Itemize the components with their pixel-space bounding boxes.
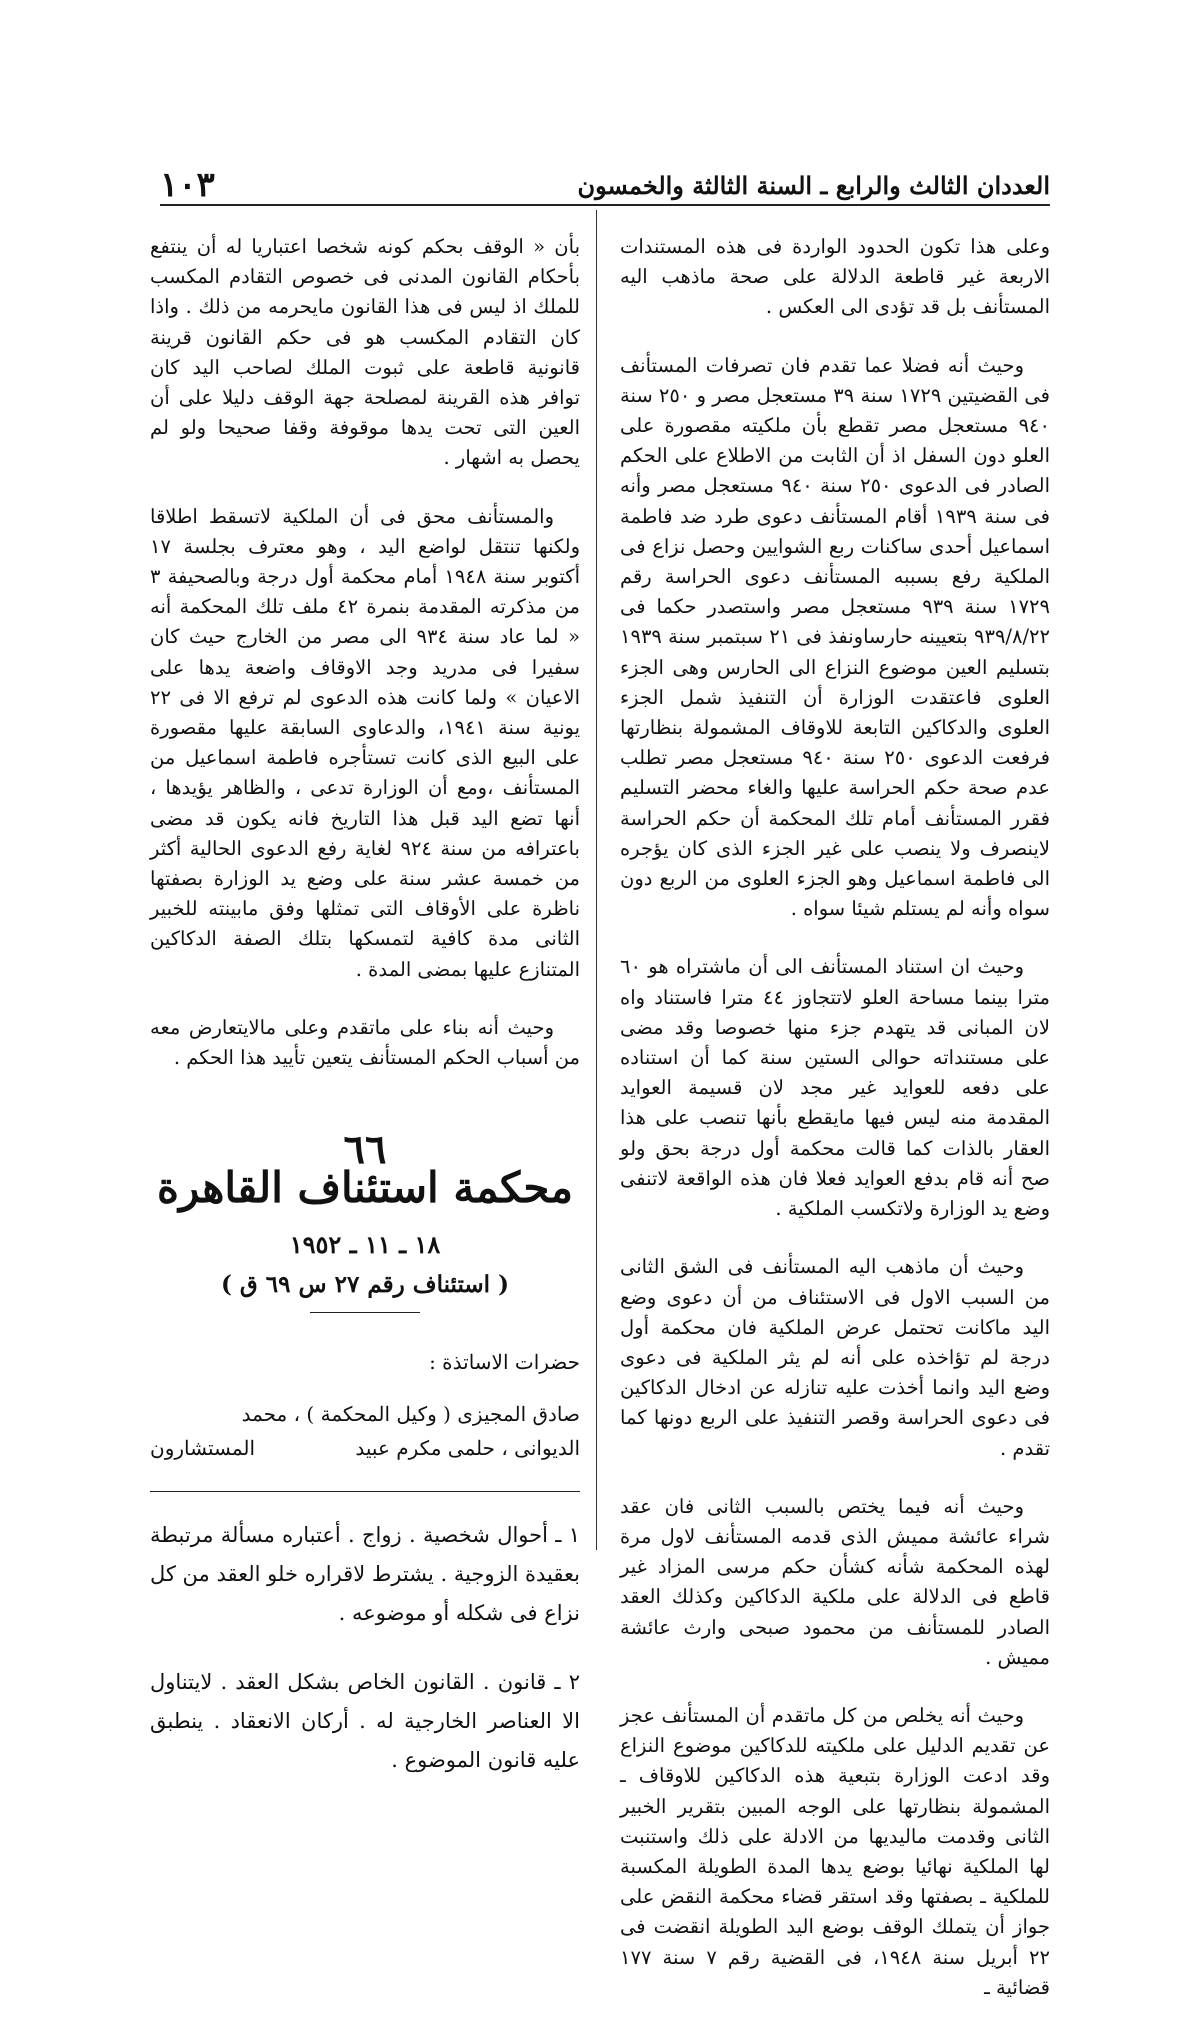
- judges-line: [150, 1431, 580, 1465]
- right-column: [620, 232, 1050, 2031]
- judges-heading: حضرات الاساتذة :: [429, 1350, 580, 1375]
- body-paragraph: والمستأنف محق فى أن الملكية لاتسقط اطلاقا ولكنها تنتقل لواضع اليد ، وهو معترف بجلسة ١٧ أكتوبر سنة ١٩٤٨ أمام محكمة أول درجة وبالصحيفة ٣ من مذكرته المقدمة بنمرة ٤٢ ملف تلك المحكمة أنه « لما عاد سنة ٩٣٤ الى مصر من الخارج حيث كان سفيرا فى مدريد وجد الاوقاف واضعة يدها على الاعيان » ولما كانت هذه الدعوى لم ترفع الا فى ٢٢ يونية سنة ١٩٤١، والدعاوى السابقة عليها مقصورة على البيع الذى كانت تستأجره فاطمة اسماعيل من المستأنف ،ومع أن الوزارة تدعى ، والظاهر يؤيدها ، أنها تضع اليد قبل هذا التاريخ فانه يكون قد مضى باعترافه من سنة ٩٢٤ لغاية رفع الدعوى الحالية أكثر من خمسة عشر سنة على وضع يد الوزارة بصفتها ناظرة على الأوقاف التى تمثلها وفق مابينته للخبير الثانى مدة كافية لتمسكها بتلك الصفة الدكاكين المتنازع عليها بمضى المدة .: [150, 504, 580, 981]
- body-paragraph: وعلى هذا تكون الحدود الواردة فى هذه المستندات الاربعة غير قاطعة الدلالة على صحة ماذهب اليه المستأنف بل قد تؤدى الى العكس .: [620, 235, 1050, 319]
- headnote-1: ١ ـ أحوال شخصية . زواج . أعتباره مسألة مرتبطة بعقيدة الزوجية . يشترط لاقراره خلو العقد من كل نزاع فى شكله أو موضوعه .: [149, 1523, 580, 1626]
- court-name: محكمة استئناف القاهرة: [157, 1163, 573, 1213]
- summary-rule: [150, 1491, 580, 1492]
- judges-role: المستشارون: [150, 1436, 256, 1461]
- column-divider: [596, 210, 597, 1550]
- headnote-2: ٢ ـ قانون . القانون الخاص بشكل العقد . لايتناول الا العناصر الخارجية له . أركان الانعقاد . ينطبق عليه قانون الموضوع .: [150, 1670, 580, 1773]
- header-rule: [160, 204, 1050, 206]
- body-paragraph: وحيث أن ماذهب اليه المستأنف فى الشق الثانى من السبب الاول فى الاستئناف من أن دعوى وضع اليد ماكانت تحتمل عرض الملكية فان محكمة أول درجة لم تؤاخذه على أنه لم يثر الملكية فى دعوى وضع اليد وانما أخذت عليه تنازله عن ادخال الدكاكين فى دعوى الحراسة وقصر التنفيذ على الربع دونها كما تقدم .: [620, 1255, 1050, 1460]
- page-header: [160, 160, 1050, 210]
- left-column: [150, 232, 580, 1810]
- page-number: ١٠٣: [160, 165, 215, 205]
- body-paragraph: بأن « الوقف بحكم كونه شخصا اعتباريا له أن ينتفع بأحكام القانون المدنى فى خصوص التقادم المكسب للملك اذ ليس فى هذا القانون مايحرمه من ذلك . واذا كان التقادم المكسب هو فى حكم القانون قرينة قانونية قاطعة على ثبوت الملك لصاحب اليد كان توافر هذه القرينة لمصلحة جهة الوقف دليلا على أن العين التى تحت يدها موقوفة وقفا صحيحا ولو لم يحصل به اشهار .: [150, 235, 580, 470]
- body-paragraph: وحيث أنه بناء على ماتقدم وعلى مالايتعارض معه من أسباب الحكم المستأنف يتعين تأييد هذا الحكم .: [150, 1015, 580, 1070]
- case-number: ٦٦: [343, 1126, 387, 1174]
- case-date: ١٨ ـ ١١ ـ ١٩٥٢: [289, 1229, 441, 1259]
- judges-names: الديوانى ، حلمى مكرم عبيد: [355, 1436, 580, 1461]
- appeal-reference: ( استئناف رقم ٢٧ س ٦٩ ق ): [221, 1270, 509, 1298]
- body-paragraph: وحيث أنه فضلا عما تقدم فان تصرفات المستأنف فى القضيتين ١٧٢٩ سنة ٣٩ مستعجل مصر و ٢٥٠ سنة ٩٤٠ مستعجل مصر تقطع بأن ملكيته مقصورة على العلو دون السفل اذ أن الثابت من الاطلاع على الحكم الصادر فى الدعوى ٢٥٠ سنة ٩٤٠ مستعجل مصر وأنه فى سنة ١٩٣٩ أقام المستأنف دعوى طرد ضد فاطمة اسماعيل أحدى ساكنات ربع الشوايين وحصل نزاع فى الملكية رفع بسببه المستأنف دعوى الحراسة رقم ١٧٢٩ سنة ٩٣٩ مستعجل مصر واستصدر حكما فى ٩٣٩/٨/٢٢ بتعيينه حارساونفذ فى ٢١ سبتمبر سنة ١٩٣٩ بتسليم العين موضوع النزاع الى الحارس وهى الجزء العلوى فاعتقدت الوزارة أن التنفيذ شمل الجزء العلوى والدكاكين التابعة للاوقاف المشمولة بنظارتها فرفعت الدعوى ٢٥٠ سنة ٩٤٠ مستعجل مصر تطلب عدم صحة حكم الحراسة عليها والغاء محضر التسليم فقرر المستأنف أمام تلك المحكمة أن حكم الحراسة لاينصرف ولا ينصب على غير الجزء الذى كان يؤجره الى فاطمة اسماعيل وهو الجزء العلوى من الربع دون سواه وأنه لم يستلم شيئا سواه .: [620, 353, 1050, 921]
- judges-list: [150, 1397, 580, 1465]
- body-paragraph: وحيث أنه فيما يختص بالسبب الثانى فان عقد شراء عائشة مميش الذى قدمه المستأنف لاول مرة لهذه المحكمة شأنه كشأن حكم مرسى المزاد غير قاطع فى الدلالة على ملكية الدكاكين وكذلك العقد الصادر للمستأنف من محمود صبحى وارث عائشة مميش .: [620, 1494, 1050, 1669]
- running-title: العددان الثالث والرابع ـ السنة الثالثة والخمسون: [577, 170, 1050, 200]
- body-paragraph: وحيث أنه يخلص من كل ماتقدم أن المستأنف عجز عن تقديم الدليل على ملكيته للدكاكين موضوع النزاع وقد ادعت الوزارة بتبعية هذه الدكاكين للاوقاف ـ المشمولة بنظارتها على الوجه المبين بتقرير الخبير الثانى وقدمت ماليديها من الادلة على ذلك واستنبت لها الملكية نهائيا بوضع يدها المدة الطويلة المكسبة للملكية ـ بصفتها وقد استقر قضاء محكمة النقض على جواز أن يتملك الوقف بوضع اليد الطويلة انقضت فى ٢٢ أبريل سنة ١٩٤٨، فى القضية رقم ٧ سنة ١٧٧ قضائية ـ: [620, 1703, 1050, 1999]
- section-rule: [310, 1312, 420, 1313]
- body-paragraph: وحيث ان استناد المستأنف الى أن ماشتراه هو ٦٠ مترا بينما مساحة العلو لاتتجاوز ٤٤ مترا فاستناد واه لان المبانى قد يتهدم جزء منها خصوصا وقد مضى على مستنداته حوالى الستين سنة كما أن استناده على دفعه للعوايد غير مجد لان قسيمة العوايد المقدمة منه ليس فيها مايقطع بأنها تنصب على هذا العقار بالذات كما قالت محكمة أول درجة بحق ولو صح أنه قام بدفع العوايد فعلا فان هذه الواقعة لاتنفى وضع يد الوزارة ولاتكسب الملكية .: [620, 955, 1050, 1221]
- judges-line: صادق المجيزى ( وكيل المحكمة ) ، محمد: [241, 1402, 580, 1427]
